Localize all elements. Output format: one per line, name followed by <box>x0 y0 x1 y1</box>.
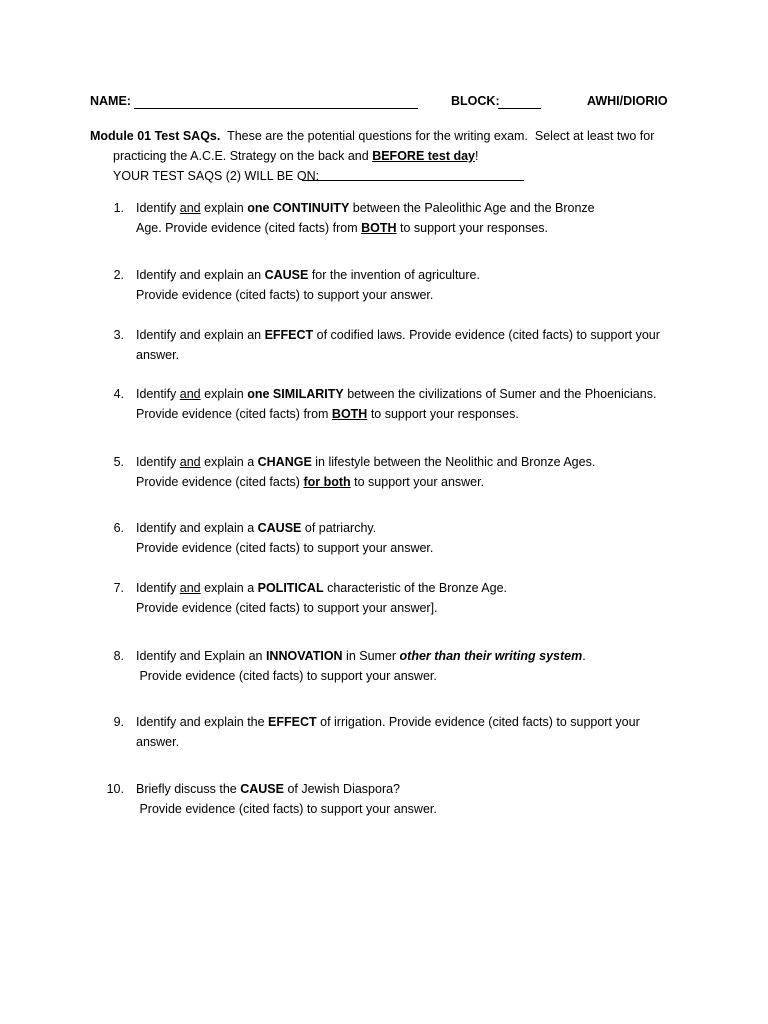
name-blank-line <box>134 108 418 109</box>
question-line <box>136 779 680 799</box>
question-line <box>136 578 680 598</box>
text-segment: Briefly discuss the <box>136 782 241 796</box>
question-6 <box>100 518 680 558</box>
block-label: BLOCK: <box>451 94 500 108</box>
keyword-emphasis: one CONTINUITY <box>247 201 350 215</box>
question-line: Provide evidence (cited facts) to support your answer. <box>136 669 437 683</box>
question-line <box>136 265 680 285</box>
text-segment: Provide evidence (cited facts) <box>136 475 304 489</box>
text-segment: Identify and explain an <box>136 268 265 282</box>
text-segment: Identify and Explain an <box>136 649 266 663</box>
intro-line-1 <box>90 126 680 146</box>
question-line <box>136 518 680 538</box>
question-line <box>136 325 680 345</box>
before-test-day-emphasis: BEFORE test day <box>372 149 475 163</box>
question-number: 6. <box>113 521 124 535</box>
question-1 <box>100 198 680 238</box>
test-saqs-label: YOUR TEST SAQS (2) WILL BE ON: <box>113 169 320 183</box>
keyword-emphasis: POLITICAL <box>257 581 324 595</box>
text-segment: in Sumer <box>342 649 400 663</box>
both-emphasis: BOTH <box>361 221 397 235</box>
bold-italic-emphasis: other than their writing system <box>399 649 583 663</box>
text-segment: to support your responses. <box>396 221 549 235</box>
text-segment: of Jewish Diaspora? <box>283 782 401 796</box>
underlined-and: and <box>179 387 201 401</box>
text-segment: in lifestyle between the Neolithic and Bronze Ages. <box>311 455 596 469</box>
question-number: 7. <box>113 581 124 595</box>
question-number: 10. <box>106 782 124 796</box>
text-segment: of irrigation. Provide evidence (cited facts) to support your <box>316 715 640 729</box>
question-8 <box>100 646 680 686</box>
text-segment: for the invention of agriculture. <box>308 268 480 282</box>
question-line: Provide evidence (cited facts) to support your answer. <box>136 541 434 555</box>
text-segment: Identify and explain an <box>136 328 265 342</box>
text-segment: to support your answer. <box>350 475 485 489</box>
intro-line-3 <box>90 166 680 186</box>
question-5 <box>100 452 680 492</box>
test-saqs-blank-line <box>302 180 524 181</box>
question-line <box>136 646 680 666</box>
text-segment: Identify <box>136 387 180 401</box>
keyword-emphasis: CAUSE <box>240 782 284 796</box>
question-line <box>136 472 680 492</box>
text-segment: of patriarchy. <box>301 521 377 535</box>
keyword-emphasis: CHANGE <box>257 455 312 469</box>
text-segment: explain a <box>200 581 258 595</box>
text-segment: Identify and explain the <box>136 715 269 729</box>
question-4 <box>100 384 680 424</box>
question-line: answer. <box>136 735 180 749</box>
both-emphasis: BOTH <box>331 407 368 421</box>
question-number: 1. <box>113 201 124 215</box>
text-segment: explain <box>200 201 248 215</box>
keyword-emphasis: one SIMILARITY <box>247 387 344 401</box>
block-blank-line <box>498 108 541 109</box>
underlined-and: and <box>179 455 201 469</box>
text-segment: . <box>582 649 586 663</box>
question-line <box>136 404 680 424</box>
question-line <box>136 218 680 238</box>
intro-line-2 <box>90 146 680 166</box>
question-line: Provide evidence (cited facts) to support your answer. <box>136 288 434 302</box>
keyword-emphasis: EFFECT <box>264 328 314 342</box>
question-3 <box>100 325 680 365</box>
text-segment: Age. Provide evidence (cited facts) from <box>136 221 362 235</box>
question-line: answer. <box>136 348 180 362</box>
text-segment: Identify and explain a <box>136 521 258 535</box>
intro-line2-end: ! <box>475 149 479 163</box>
intro-block <box>90 126 680 186</box>
name-label: NAME: <box>90 94 131 108</box>
text-segment: between the Paleolithic Age and the Bronze <box>349 201 595 215</box>
question-9 <box>100 712 680 752</box>
question-line <box>136 452 680 472</box>
text-segment: between the civilizations of Sumer and the Phoenicians. <box>343 387 657 401</box>
course-label: AWHI/DIORIO <box>587 94 668 108</box>
question-number: 4. <box>113 387 124 401</box>
intro-line1-text: These are the potential questions for the writing exam. Select at least two for <box>220 129 655 143</box>
text-segment: explain a <box>200 455 258 469</box>
question-2 <box>100 265 680 305</box>
question-number: 5. <box>113 455 124 469</box>
underlined-and: and <box>179 201 201 215</box>
underlined-and: and <box>179 581 201 595</box>
question-line: Provide evidence (cited facts) to support your answer. <box>136 802 437 816</box>
keyword-emphasis: CAUSE <box>264 268 309 282</box>
keyword-emphasis: CAUSE <box>257 521 302 535</box>
header-row <box>90 94 680 114</box>
text-segment: Identify <box>136 201 180 215</box>
question-10 <box>100 779 680 819</box>
keyword-emphasis: INNOVATION <box>265 649 343 663</box>
question-line: Provide evidence (cited facts) to support your answer]. <box>136 601 438 615</box>
for-both-emphasis: for both <box>303 475 351 489</box>
text-segment: Identify <box>136 581 180 595</box>
question-line <box>136 384 680 404</box>
intro-line2-text: practicing the A.C.E. Strategy on the back and <box>113 149 373 163</box>
question-7 <box>100 578 680 618</box>
text-segment: Identify <box>136 455 180 469</box>
text-segment: Provide evidence (cited facts) from <box>136 407 332 421</box>
module-title: Module 01 Test SAQs. <box>90 129 221 143</box>
text-segment: to support your responses. <box>367 407 519 421</box>
text-segment: explain <box>200 387 248 401</box>
text-segment: characteristic of the Bronze Age. <box>323 581 508 595</box>
question-number: 8. <box>113 649 124 663</box>
keyword-emphasis: EFFECT <box>268 715 317 729</box>
question-number: 3. <box>113 328 124 342</box>
question-line <box>136 712 680 732</box>
question-number: 9. <box>113 715 124 729</box>
question-number: 2. <box>113 268 124 282</box>
question-line <box>136 198 680 218</box>
text-segment: of codified laws. Provide evidence (cited facts) to support your <box>313 328 660 342</box>
